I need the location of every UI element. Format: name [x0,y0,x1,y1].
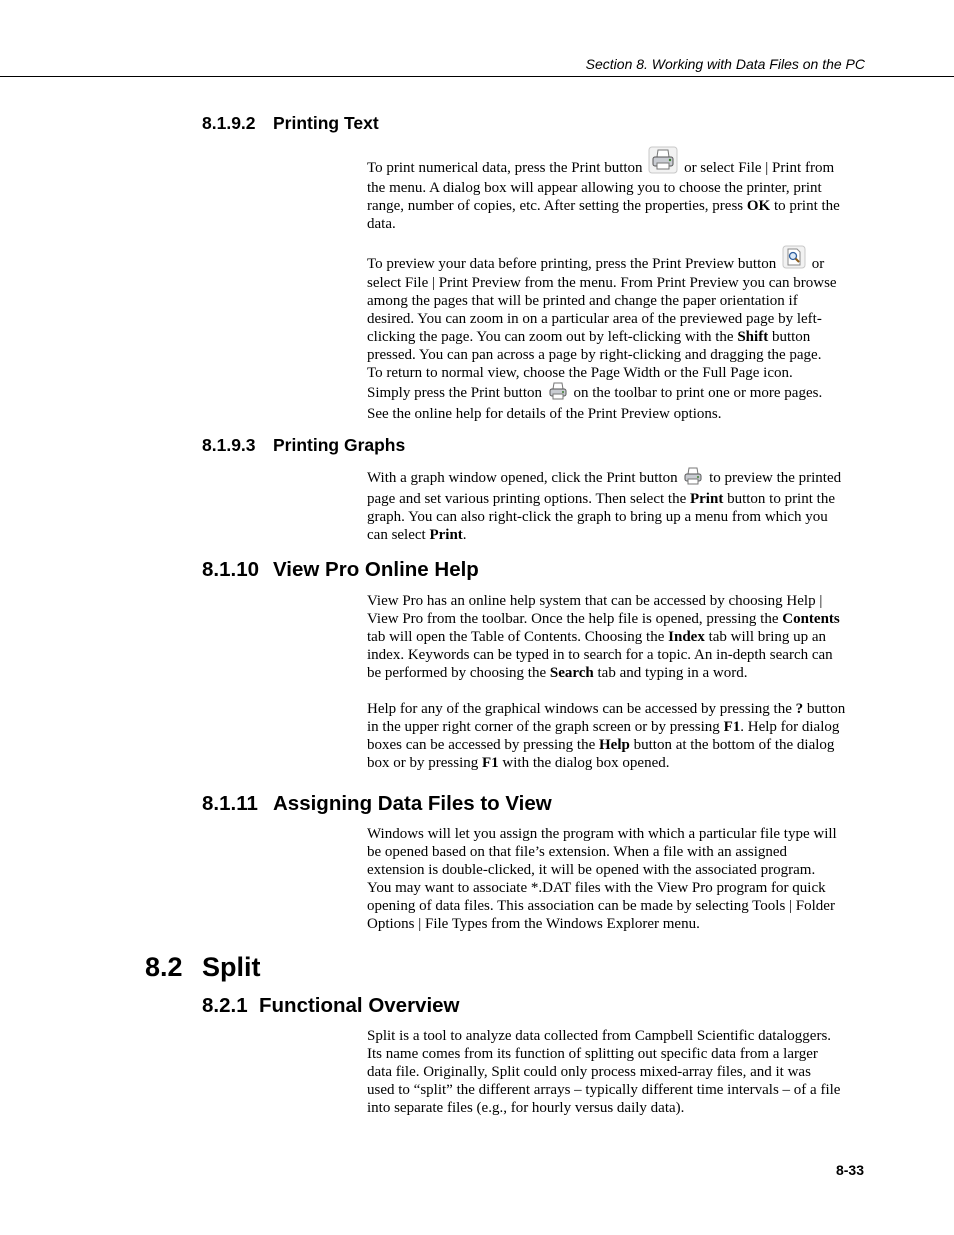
printer-icon [548,382,568,405]
text-line: See the online help for details of the Print Preview options. [367,406,722,422]
text-line [367,467,867,490]
text-run: on the toolbar to print one or more pages. [573,385,823,401]
bold-term: Contents [782,611,840,627]
text-run: page and set various printing options. Then select the [367,491,687,507]
text-run: With a graph window opened, click the Print button [367,470,678,486]
text-run: boxes can be accessed by pressing the [367,737,596,753]
text-line: Split is a tool to analyze data collected from Campbell Scientific dataloggers. [367,1028,832,1044]
section-title: Printing Graphs [273,435,406,455]
heading-8-2-1 [202,993,460,1019]
text-run: . Help for dialog [740,719,840,735]
text-line [367,490,867,508]
bold-term: Shift [737,329,769,345]
text-run: clicking the page. You can zoom out by left-clicking with the [367,329,734,345]
text-line: index. Keywords can be typed in to search for a topic. An in-depth search can [367,647,833,663]
heading-8-2 [145,950,261,984]
section-title: Printing Text [273,113,379,133]
text-line: graph. You can also right-click the graph to bring up a menu from which you [367,509,828,525]
text-run: button to print the [727,491,835,507]
text-line: data. [367,216,396,232]
text-run: . [462,527,467,543]
text-run: To print numerical data, press the Print button [367,160,643,176]
text-run: box or by pressing [367,755,479,771]
heading-8-1-9-3 [202,434,405,456]
text-run: be performed by choosing the [367,665,547,681]
text-line [367,718,867,736]
paragraph-assigning-files [367,825,867,933]
text-run: button [806,701,846,717]
text-run: in the upper right corner of the graph screen or by pressing [367,719,720,735]
text-line [367,628,867,646]
text-run: tab will bring up an [708,629,827,645]
text-line [367,736,867,754]
text-line: Its name comes from its function of splitting out specific data from a larger [367,1046,818,1062]
text-line [367,664,867,682]
section-number: 8.1.9.3 [202,435,256,455]
text-line: select File | Print Preview from the menu. From Print Preview you can browse [367,275,837,291]
heading-8-1-9-2 [202,112,379,134]
section-title: Assigning Data Files to View [273,792,552,815]
bold-term: Search [549,665,594,681]
text-line: To return to normal view, choose the Page Width or the Full Page icon. [367,365,793,381]
text-run: can select [367,527,426,543]
text-line [367,526,867,544]
section-number: 8.1.10 [202,558,259,581]
paragraph-split-overview [367,1027,867,1117]
text-line [367,328,867,346]
section-title: Functional Overview [259,994,460,1017]
text-line [367,754,867,772]
text-line [367,700,867,718]
text-line [367,197,867,215]
section-number: 8.2.1 [202,994,248,1017]
text-line: View Pro has an online help system that can be accessed by choosing Help | [367,593,823,609]
text-run: range, number of copies, etc. After setting the properties, press [367,198,744,214]
printer-icon [648,146,678,179]
text-run: to print the [773,198,840,214]
paragraph-print-numerical [367,146,867,233]
bold-term: OK [746,198,771,214]
text-line: You may want to associate *.DAT files with the View Pro program for quick [367,880,826,896]
text-line: used to “split” the different arrays – typically different time intervals – of a file [367,1082,841,1098]
page-number: 8-33 [835,1162,864,1178]
bold-term: Print [429,527,463,543]
text-line: be opened based on that file’s extension. When a file with an assigned [367,844,788,860]
text-line: Windows will let you assign the program with which a particular file type will [367,826,837,842]
text-run: tab will open the Table of Contents. Choosing the [367,629,665,645]
text-line: pressed. You can pan across a page by right-clicking and dragging the page. [367,347,822,363]
print-preview-icon [782,245,806,274]
heading-8-1-10 [202,557,479,583]
text-line: desired. You can zoom in on a particular area of the previewed page by left- [367,311,822,327]
text-run: button at the bottom of the dialog [633,737,835,753]
paragraph-print-preview [367,245,867,423]
header-rule [0,76,954,77]
text-run: or select File | Print from [684,160,835,176]
text-line: among the pages that will be printed and change the paper orientation if [367,293,798,309]
text-run: to preview the printed [709,470,842,486]
bold-term: Help [599,737,630,753]
section-title: Split [202,952,261,982]
section-title: View Pro Online Help [273,558,479,581]
text-run: with the dialog box opened. [502,755,670,771]
text-run: or [811,256,825,272]
paragraph-online-help [367,592,867,682]
section-number: 8.1.11 [202,792,258,815]
heading-8-1-11 [202,791,552,817]
paragraph-help-windows [367,700,867,772]
text-line: opening of data files. This association can be made by selecting Tools | Folder [367,898,835,914]
text-line [367,245,867,274]
bold-term: Print [689,491,724,507]
running-header: Section 8. Working with Data Files on the PC [585,56,865,72]
text-line [367,146,867,179]
text-run: View Pro from the toolbar. Once the help file is opened, pressing the [367,611,779,627]
text-line: into separate files (e.g., for hourly versus daily data). [367,1100,685,1116]
section-number: 8.1.9.2 [202,113,256,133]
bold-term: F1 [723,719,741,735]
bold-term: F1 [482,755,499,771]
text-line [367,382,867,405]
section-number: 8.2 [145,952,183,982]
text-run: Simply press the Print button [367,385,543,401]
bold-term: Index [668,629,705,645]
paragraph-printing-graphs [367,467,867,544]
text-line: Options | File Types from the Windows Explorer menu. [367,916,700,932]
text-run: To preview your data before printing, press the Print Preview button [367,256,777,272]
text-line [367,610,867,628]
bold-term: ? [795,701,804,717]
text-run: Help for any of the graphical windows can be accessed by pressing the [367,701,792,717]
text-line: data file. Originally, Split could only process mixed-array files, and it was [367,1064,811,1080]
printer-icon [683,467,703,490]
text-line: the menu. A dialog box will appear allowing you to choose the printer, print [367,180,822,196]
text-run: tab and typing in a word. [597,665,748,681]
text-line: extension is double-clicked, it will be opened with the associated program. [367,862,816,878]
text-run: button [771,329,811,345]
